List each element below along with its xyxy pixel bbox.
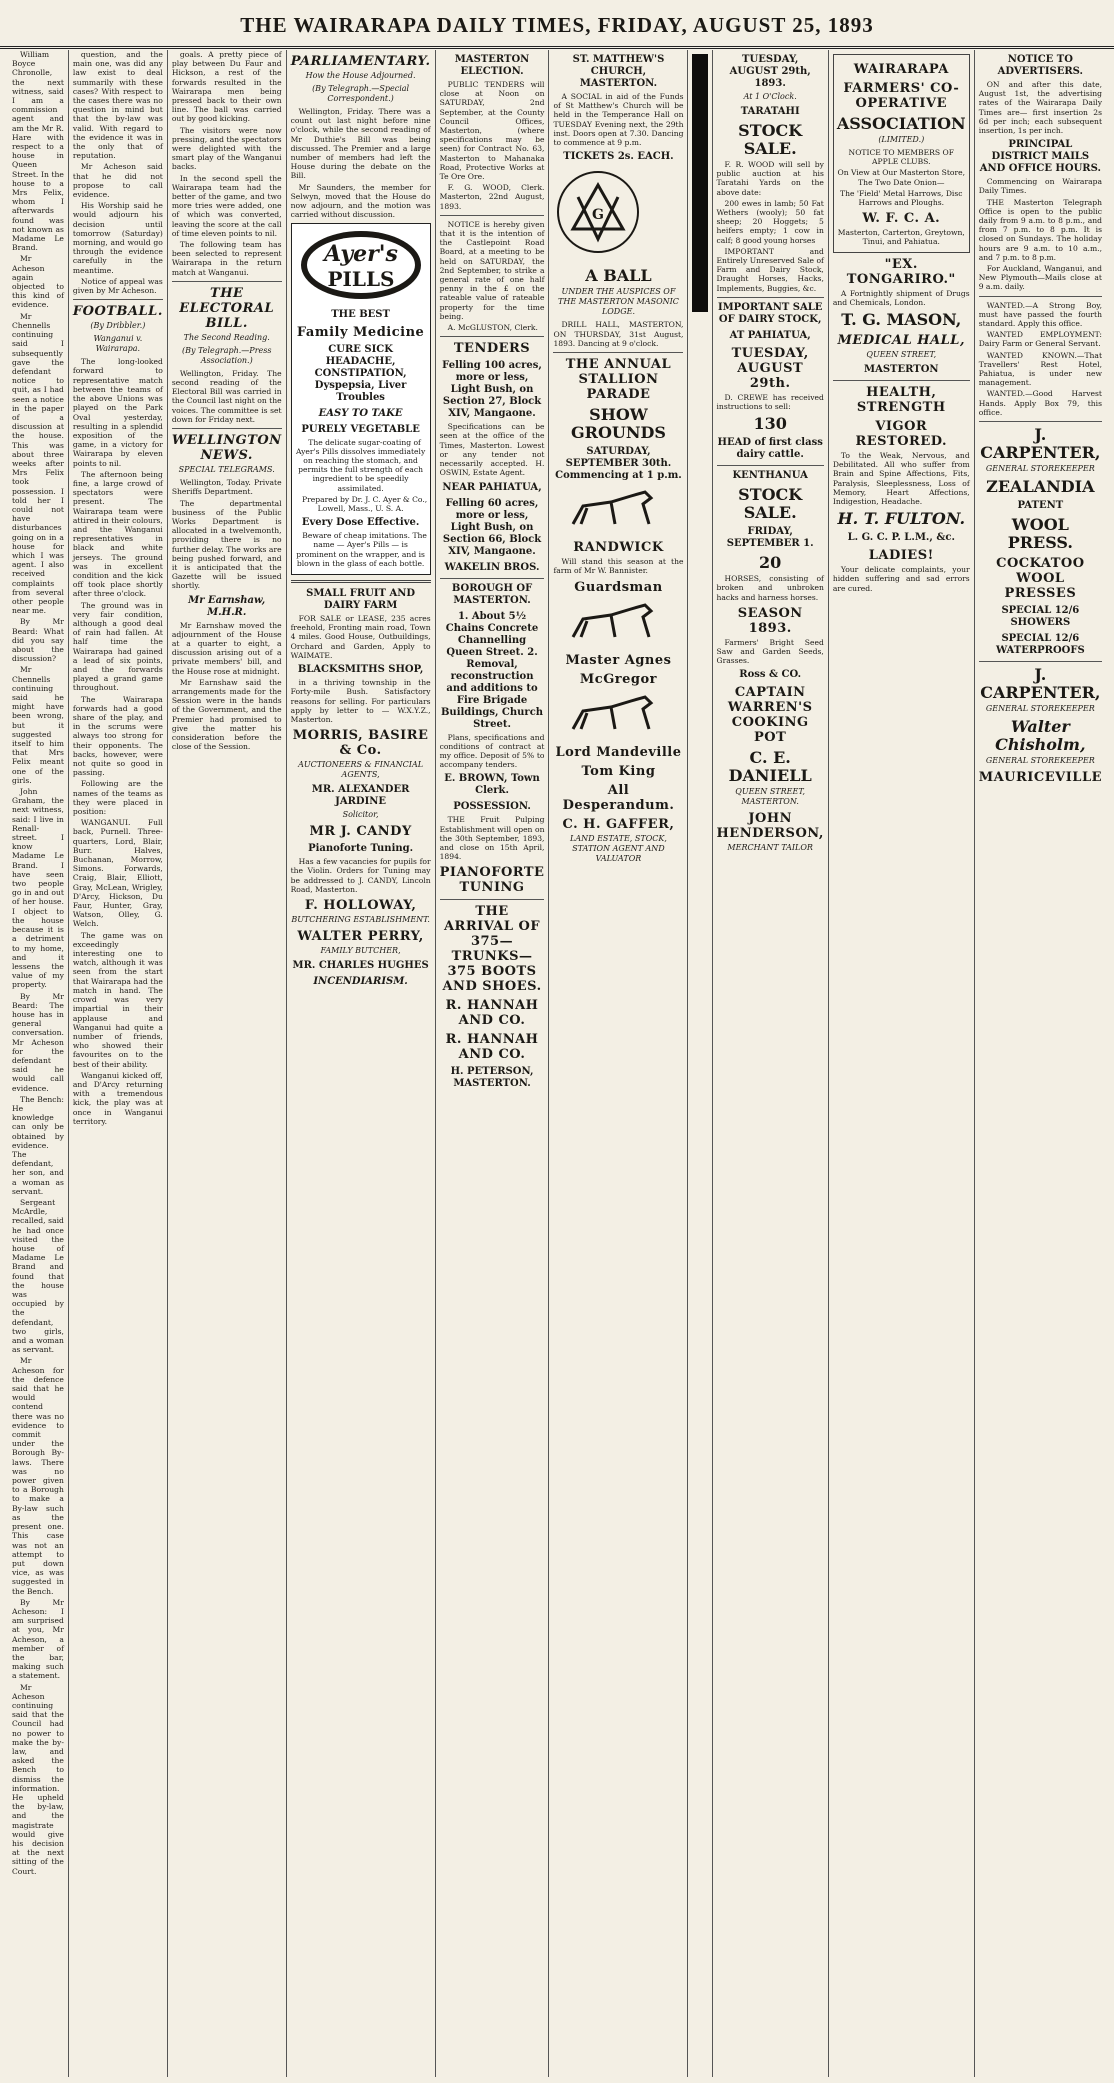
article-paragraph: In the second spell the Wairarapa team had the better of the game, and two more tries were added, one of which was converted, leaving the score at the call of time eleven points to nil. (171, 173, 282, 238)
subheading: Mr Earnshaw, M.H.R. (188, 594, 266, 618)
ad-heading: MAURICEVILLE (978, 770, 1102, 786)
article-paragraph: Following are the names of the teams as they were placed in position: (72, 779, 163, 817)
ad-heading: Felling 60 acres, more or less, Light Bush, on Section 66, Block XIV, Mangaone. (442, 497, 542, 557)
ad-heading: WAIRARAPA (853, 62, 949, 77)
ad-heading: J. CARPENTER, (980, 425, 1101, 463)
ad-body: WANTED EMPLOYMENT: Dairy Farm or General Servant. (978, 330, 1102, 349)
ayers-pills-logo (296, 228, 426, 302)
ad-heading: POSSESSION. (453, 801, 531, 813)
ad-body: WANTED KNOWN.—That Travellers' Rest Hotel, Pahiatua, is under new management. (978, 350, 1102, 388)
horse-icon (553, 689, 683, 739)
ad-box (291, 223, 431, 575)
ad-heading: J. CARPENTER, (980, 665, 1101, 703)
black-bar (692, 54, 707, 312)
ad-sub: (LIMITED.) (878, 135, 925, 144)
ad-heading: Tom King (581, 764, 656, 780)
ad-heading: Guardsman (574, 579, 663, 595)
svg-text:G: G (592, 207, 605, 224)
ad-heading: TUESDAY, AUGUST 29th, 1893. (729, 54, 811, 89)
article-paragraph: Mr Acheson continuing said that the Council had no power to make the by-law, and asked the Bench to dismiss the information. He upheld the by-law, and the magistrate would give his decision at the next sitting of the Court. (12, 1682, 64, 1876)
ad-sub: Solicitor, (342, 810, 379, 820)
ad-heading: TUESDAY, AUGUST 29th. (731, 345, 809, 391)
ad-body: A Fortnightly shipment of Drugs and Chemicals, London. (832, 288, 970, 307)
ad-heading: LADIES! (868, 548, 934, 564)
ad-sub: QUEEN STREET, (866, 350, 937, 360)
ad-heading: ZEALANDIA (986, 477, 1095, 497)
subheading: SPECIAL TELEGRAMS. (178, 465, 275, 475)
article-paragraph: The visitors were now pressing, and the spectators were delighted with the smart play of the Wanganui backs. (171, 125, 282, 172)
ad-heading: MR. CHARLES HUGHES (292, 959, 429, 971)
column-10 (975, 50, 1106, 2077)
article-paragraph: Mr Acheson again objected to this kind of evidence. (12, 254, 64, 310)
ad-body: For Auckland, Wanganui, and New Plymouth—Mails close at 9 a.m. daily. (978, 264, 1102, 292)
ad-body: Beware of cheap imitations. The name — Ayer's Pills — is prominent on the wrapper, and is blown in the glass of each bottle. (296, 531, 427, 568)
ad-headline: EASY TO TAKE (318, 407, 403, 419)
byline: (By Dribbler.) (90, 321, 146, 331)
ad-body: A SOCIAL in aid of the Funds of St Matthew's Church will be held in the Temperance Hall on TUESDAY Evening next, the 29th inst. Doors open at 7.30. Dancing to commence at 9 p.m. (553, 92, 684, 148)
ad-body: Your delicate complaints, your hidden suffering and sad errors are cured. (832, 565, 970, 593)
ad-heading: SMALL FRUIT AND DAIRY FARM (306, 588, 416, 612)
article-paragraph: The game was on exceedingly interesting one to watch, although it was seen from the start that Wairarapa had the match in hand. The crowd was very impartial in their applause and Wanganui had quite a number of friends, who showed their favourites on to the best of their ability. (72, 930, 163, 1069)
divider (172, 428, 282, 429)
section-heading-parliamentary: PARLIAMENTARY. (290, 54, 431, 69)
article-paragraph: Mr Earnshaw moved the adjournment of the House at a quarter to eight, a discussion arising out of a private members' bill, and the House rose at midnight. (171, 620, 282, 676)
ad-heading: 20 (759, 553, 782, 573)
ad-heading: TARATAHI (740, 106, 800, 117)
ad-heading: BOROUGH OF MASTERTON. (451, 582, 533, 606)
ad-body: in a thriving township in the Forty-mile Bush. Satisfactory reasons for selling. For particulars apply by letter to — W.X.Y.Z., Masterton. (290, 678, 431, 724)
divider (979, 421, 1102, 422)
ad-heading: STOCK SALE. (738, 485, 803, 523)
ad-body: The 'Field' Metal Harrows, Disc Harrows and Ploughs. (840, 188, 963, 208)
byline: (By Telegraph.—Press Association.) (181, 345, 272, 365)
ad-heading: ASSOCIATION (836, 114, 966, 133)
article-paragraph: Wellington, Today. Private Sheriffs Department. (171, 478, 282, 497)
divider (440, 578, 545, 579)
ad-body: NOTICE TO MEMBERS OF APPLE CLUBS. (848, 148, 954, 167)
article-paragraph: His Worship said he would adjourn his decision until tomorrow (Saturday) morning, and would go through the evidence carefully in the meantime. (72, 201, 163, 275)
ad-body: THE Fruit Pulping Establishment will open on the 30th September, 1893, and close on 15th April, 1894. (439, 815, 545, 862)
ad-body: Farmers' Bright Seed Saw and Garden Seeds, Grasses. (716, 637, 824, 666)
article-paragraph: The afternoon being fine, a large crowd of spectators were present. The Wairarapa team were attired in their colours, and the Wanganui representatives in black and white jerseys. The ground was in excellent condition and the kick off took place shortly after three o'clock. (72, 469, 163, 599)
ad-heading: CAPTAIN WARREN'S COOKING POT (727, 685, 813, 746)
ad-body: Masterton, Carterton, Greytown, Tinui, and Pahiatua. (837, 228, 965, 247)
divider (440, 336, 545, 337)
ad-body: F. G. WOOD, Clerk. Masterton, 22nd August, 1893. (439, 183, 545, 211)
column-7 (688, 50, 712, 2077)
ad-body: 200 ewes in lamb; 50 Fat Wethers (wooly); 50 fat sheep; 20 Hoggets; 5 heifers empty; 1 cow in calf; 8 good young horses (716, 198, 824, 245)
article-paragraph: The departmental business of the Public Works Department is allocated in a twelvemonth, providing there is no further delay. The works are being pushed forward, and it is anticipated that the Gazette will be issued shortly. (171, 498, 282, 591)
article-paragraph: Sergeant McArdle, recalled, said he had once visited the house of Madame Le Brand and found that the house was occupied by the defendant, two girls, and a woman as servant. (12, 1197, 64, 1355)
ad-heading: Walter Chisholm, (995, 717, 1086, 755)
ad-heading: "EX. TONGARIRO." (846, 256, 956, 287)
ad-heading: T. G. MASON, (841, 310, 962, 330)
article-paragraph: Wellington, Friday. There was a count out last night before nine o'clock, while the second reading of Mr Duthie's Bill was being discussed. The Premier and a large number of members had left the House during the debate on the Bill. (290, 107, 431, 181)
ad-heading: AT PAHIATUA, (729, 329, 811, 341)
ad-body: F. R. WOOD will sell by public auction at his Taratahi Yards on the above date: (716, 160, 824, 197)
ad-heading: 130 (753, 414, 787, 434)
ad-heading: E. BROWN, Town Clerk. (444, 773, 540, 797)
column-4 (287, 50, 436, 2077)
column-9 (829, 50, 975, 2077)
section-heading-electoral: THE ELECTORAL BILL. (179, 285, 275, 331)
ad-sub: GENERAL STOREKEEPER (985, 704, 1095, 714)
column-3 (168, 50, 287, 2077)
article-paragraph: Wanganui kicked off, and D'Arcy returning with a tremendous kick, the play was at once in Wanganui territory. (72, 1070, 163, 1126)
article-paragraph: John Graham, the next witness, said: I live in Renall-street. I know Madame Le Brand. I have seen two people go in and out of her house. I object to the house because it is a detriment to my home, and it lessens the value of my property. (12, 787, 64, 990)
ad-body: FOR SALE or LEASE, 235 acres freehold, Fronting main road, Town 4 miles. Good House, Outbuildings, Orchard and Garden, Apply to WAIMATE. (290, 614, 431, 660)
ad-heading: HEAD of first class dairy cattle. (717, 437, 823, 461)
ad-heading: H. PETERSON, MASTERTON. (450, 1066, 534, 1090)
ad-headline: THE BEST (331, 308, 390, 320)
article-paragraph: William Boyce Chronolle, the next witness, said I am a commission agent and am the Mr R. Hare with respect to a house in Queen Street. In the house to a Mrs Felix, whom I afterwards found was not known as Madame Le Brand. (12, 50, 64, 253)
divider (291, 580, 431, 583)
column-6 (549, 50, 688, 2077)
article-paragraph: Mr Acheson said that he did not propose to call evidence. (72, 162, 163, 200)
ad-heading: SEASON 1893. (737, 605, 803, 636)
horse-icon (553, 597, 683, 647)
article-paragraph: By Mr Acheson: I am surprised at you, Mr Acheson, a member of the bar, making such a statement. (12, 1597, 64, 1681)
ad-heading: PATENT (1017, 500, 1064, 512)
ad-heading: Felling 100 acres, more or less, Light Bush, on Section 27, Block XIV, Mangaone. (442, 360, 542, 420)
ad-body: The delicate sugar-coating of Ayer's Pills dissolves immediately on reaching the stomach, and permits the full strength of each ingredient to be speedily assimilated. (295, 437, 426, 493)
ad-heading: SPECIAL 12/6 SHOWERS (1001, 605, 1080, 629)
article-paragraph: Mr Chennells continuing said I subsequently gave the defendant notice to quit, as I had seen a notice in the paper of a discussion at the house. This was about three weeks after Mrs Felix took possession. I told her I could not have disturbances going on in a house for which I was agent. I also received complaints from several other people near me. (12, 311, 64, 616)
ad-heading: McGregor (579, 671, 658, 687)
ad-heading: SHOW GROUNDS (571, 405, 666, 443)
ad-heading: Ross & CO. (739, 669, 802, 681)
section-heading-football: FOOTBALL. (72, 304, 163, 320)
ad-body: Will stand this season at the farm of Mr W. Bannister. (553, 557, 684, 576)
article-paragraph: The ground was in very fair condition, although a good deal of rain had fallen. At half time the Wairarapa had gained a lead of six points, and the forwards played a grand game throughout. (72, 600, 163, 693)
ad-heading: C. E. DANIELL (728, 748, 812, 786)
divider (979, 661, 1102, 662)
ad-heading: PRINCIPAL DISTRICT MAILS AND OFFICE HOURS. (979, 139, 1101, 175)
ad-body: Has a few vacancies for pupils for the Violin. Orders for Tuning may be addressed to J. CANDY, Lincoln Road, Masterton. (290, 857, 431, 894)
section-heading: INCENDIARISM. (313, 975, 408, 987)
column-container (8, 50, 1106, 2077)
ad-body: THE Masterton Telegraph Office is open to the public daily from 9 a.m. to 8 p.m., and from 7 p.m. to 8 p.m. It is closed on Sundays. The holiday hours are 9 a.m. to 10 a.m., and 7 p.m. to 8 p.m. (978, 197, 1102, 262)
article-paragraph: By Mr Beard: What did you say about the discussion? (12, 617, 64, 664)
article-paragraph: Mr Acheson for the defence said that he would contend there was no evidence to commit under the Borough By-laws. There was no power given to a Borough to make a By-law such as the present one. This case was not an attempt to put down vice, as was suggested in the Bench. (12, 1356, 64, 1596)
ad-heading: TICKETS 2s. EACH. (563, 151, 674, 163)
horse-icon (553, 484, 683, 534)
ad-heading: MORRIS, BASIRE & Co. (292, 728, 429, 759)
subheading: How the House Adjourned. (305, 71, 416, 80)
ad-heading: WAKELIN BROS. (444, 561, 540, 573)
column-1 (8, 50, 69, 2077)
ad-heading: THE ARRIVAL OF 375—TRUNKS—375 BOOTS AND SHOES. (442, 904, 542, 995)
subheading: Wanganui v. Wairarapa. (93, 334, 143, 354)
divider (553, 352, 683, 353)
divider (833, 380, 970, 381)
article-paragraph: The long-looked forward to representative match between the teams of the above Unions was played on the Park Oval yesterday, resulting in a splendid exposition of the game, in a victory for Wairarapa by eleven points to nil. (72, 357, 163, 468)
ad-heading: RANDWICK (573, 540, 664, 556)
ad-heading: Pianoforte Tuning. (308, 843, 414, 855)
divider (440, 899, 545, 900)
divider (717, 297, 824, 298)
article-paragraph: question, and the main one, was did any law exist to deal summarily with these cases? With respect to the cases there was no question in mind but that the by-law was valid. With regard to the evidence it was in the only that of reputation. (72, 50, 163, 161)
ad-brand-name: Ayer's (323, 241, 398, 268)
ad-headline: Family Medicine (296, 324, 425, 340)
column-8 (713, 50, 829, 2077)
ad-heading: C. H. GAFFER, (562, 817, 675, 833)
ad-sub: GENERAL STOREKEEPER (985, 756, 1095, 766)
ad-sub: QUEEN STREET, MASTERTON. (735, 787, 806, 807)
ad-body: WANTED.—A Strong Boy, must have passed the fourth standard. Apply this office. (978, 300, 1102, 329)
ad-heading: THE ANNUAL STALLION PARADE (565, 357, 672, 403)
subheading: The Second Reading. (183, 332, 270, 342)
ad-body: PUBLIC TENDERS will close at Noon on SATURDAY, 2nd September, at the County Council Offices, Masterton, (where specifications may be seen) for Contract No. 63, Masterton to Mahanaka Road, Protective Works at Te Ore Ore. (439, 80, 545, 182)
column-5 (436, 50, 550, 2077)
ad-heading: HEALTH, STRENGTH (856, 385, 946, 416)
ad-body: D. CREWE has received instructions to sell: (716, 392, 824, 412)
ad-body: IMPORTANT and Entirely Unreserved Sale of Farm and Dairy Stock, Draught Horses, Hacks, Implements, Buggies, &c. (716, 246, 824, 293)
divider (717, 465, 824, 466)
ad-body: HORSES, consisting of broken and unbroken hacks and harness horses. (716, 574, 824, 602)
column-2 (69, 50, 168, 2077)
byline: (By Telegraph.—Special Correspondent.) (312, 84, 410, 103)
ad-headline: PURELY VEGETABLE (301, 423, 420, 435)
ad-heading: SATURDAY, SEPTEMBER 30th. Commencing at 1 p.m. (555, 446, 682, 482)
ad-heading: PIANOFORTE TUNING (439, 865, 545, 896)
ad-heading: FARMERS' CO-OPERATIVE (843, 81, 960, 111)
article-paragraph: By Mr Beard: The house has in general conversation. Mr Acheson for the defendant said he would call evidence. (12, 991, 64, 1093)
ad-heading: KENTHANUA (732, 470, 808, 482)
ad-sub: FAMILY BUTCHER, (320, 945, 401, 955)
ad-heading: STOCK SALE. (738, 121, 803, 158)
article-paragraph: Mr Chennells continuing said he might have been wrong, but it suggested itself to him that Mrs Felix meant one of the girls. (12, 665, 64, 785)
ad-heading: Master Agnes (565, 652, 672, 668)
ad-heading: TENDERS (453, 341, 531, 357)
ad-body: NOTICE is hereby given that it is the intention of the Castlepoint Road Board, at a meeting to be held on SATURDAY, the 2nd September, to strike a general rate of one half penny in the £ on the rateable value of rateable property for the time being. (439, 219, 545, 321)
article-paragraph: The Bench: He knowledge can only be obtained by evidence. The defendant, her son, and a woman as servant. (12, 1094, 64, 1196)
ad-heading: MASTERTON ELECTION. (454, 54, 530, 77)
ad-headline: Every Dose Effective. (301, 517, 420, 529)
ad-headline: CURE SICK HEADACHE, CONSTIPATION, Dyspepsia, Liver Troubles (314, 343, 407, 403)
ad-body: To the Weak, Nervous, and Debilitated. All who suffer from Brain and Spine Affections, Fits, Paralysis, Sleeplessness, Loss of Memory, Heart Affections, Indigestion, Headache. (832, 451, 970, 507)
ad-heading: VIGOR RESTORED. (855, 419, 948, 450)
masthead-title: THE WAIRARAPA DAILY TIMES, FRIDAY, AUGUST 25, 1893 (240, 13, 874, 37)
ad-sub: GENERAL STOREKEEPER (985, 464, 1095, 474)
ad-sub: MERCHANT TAILOR (727, 843, 813, 853)
ad-heading: WOOL PRESS. (1007, 515, 1073, 553)
ad-heading: JOHN HENDERSON, (716, 811, 824, 842)
divider (172, 281, 282, 282)
ad-heading: NOTICE TO ADVERTISERS. (997, 54, 1084, 77)
ad-heading: Lord Mandeville (555, 745, 682, 761)
ad-heading: SPECIAL 12/6 WATERPROOFS (995, 633, 1085, 657)
article-paragraph: Notice of appeal was given by Mr Acheson. (72, 276, 163, 296)
ad-heading: L. G. C. P. L.M., &c. (847, 532, 955, 544)
divider (440, 215, 545, 216)
ad-maker: Prepared by Dr. J. C. Ayer & Co., Lowell, Mass., U. S. A. (301, 494, 428, 514)
ad-body: ON and after this date, August 1st, the advertising rates of the Wairarapa Daily Times are— first insertion 2s 6d per inch; each subsequent insertion, 1s per inch. (978, 80, 1102, 136)
ad-heading: 1. About 5½ Chains Concrete Channelling Queen Street. 2. Removal, reconstruction and additions to Fire Brigade Buildings, Church Street. (440, 610, 544, 730)
ad-heading: All Desperandum. (562, 783, 675, 814)
ad-heading: MR J. CANDY (309, 824, 412, 840)
team-list: WANGANUI. Full back, Purnell. Three-quarters, Lord, Blair, Burr. Halves, Buchanan, Morrow, Simons. Forwards, Craig, Blair, Elliott, Gray, McLean, Wrigley, D'Arcy, Hickson, Du Faur, Hunter, Gray, Watson, Olley, G. Welch. (72, 818, 163, 929)
ad-body: Specifications can be seen at the office of the Times, Masterton. Lowest or any tender not necessarily accepted. H. OSWIN, Estate Agent. (439, 422, 545, 478)
ad-heading: R. HANNAH AND CO. (445, 1032, 539, 1063)
ad-heading: ST. MATTHEW'S CHURCH, MASTERTON. (572, 54, 665, 89)
ad-heading: IMPORTANT SALE OF DAIRY STOCK, (717, 301, 823, 325)
masonic-emblem-icon (553, 167, 643, 257)
masthead (0, 6, 1114, 49)
article-paragraph: The following team has been selected to represent Wairarapa in the return match at Wanganui. (171, 240, 282, 277)
ad-product-name: PILLS (327, 267, 395, 292)
ad-heading: A BALL (585, 266, 652, 286)
ad-body: Plans, specifications and conditions of contract at my office. Deposit of 5% to accompany tenders. (439, 732, 545, 770)
ad-heading: NEAR PAHIATUA, (442, 481, 542, 493)
ad-body: Commencing on Wairarapa Daily Times. (978, 177, 1102, 196)
farmers-coop-ad (833, 54, 970, 253)
article-paragraph: goals. A pretty piece of play between Du Faur and Hickson, a rest of the forwards resulted in the Wairarapa men being pressed back to their own line. The ball was carried out by good kicking. (171, 50, 282, 124)
ad-heading: FRIDAY, SEPTEMBER 1. (726, 526, 814, 550)
ad-heading: H. T. FULTON. (837, 509, 966, 529)
ad-sub: UNDER THE AUSPICES OF THE MASTERTON MASONIC LODGE. (558, 287, 679, 317)
ad-sub: At 1 O'Clock. (743, 92, 797, 101)
article-paragraph: Mr Saunders, the member for Selwyn, moved that the House do now adjourn, and the motion was carried without discussion. (290, 182, 431, 220)
ad-body: On View at Our Masterton Store, The Two Date Onion— (837, 168, 966, 187)
ad-heading: R. HANNAH AND CO. (445, 998, 539, 1029)
ad-body: DRILL HALL, MASTERTON, ON THURSDAY, 31st August, 1893. Dancing at 9 o'clock. (553, 320, 684, 348)
article-paragraph: Mr Earnshaw said the arrangements made for the Session were in the hands of the Government, and the Premier had promised to give the matter his consideration before the close of the Session. (171, 677, 282, 752)
ad-sub: BUTCHERING ESTABLISHMENT. (291, 914, 430, 924)
ad-heading: W. F. C. A. (862, 211, 941, 227)
ad-heading: MEDICAL HALL, (837, 333, 965, 349)
ad-sub: AUCTIONEERS & FINANCIAL AGENTS, (298, 760, 424, 780)
ad-heading: MASTERTON (864, 364, 939, 376)
ad-body: WANTED.—Good Harvest Hands. Apply Box 79, this office. (978, 389, 1102, 417)
article-paragraph: The Wairarapa forwards had a good share of the play, and in the scrums were always too strong for their opponents. The backs, however, were not quite so good in passing. (72, 694, 163, 778)
ad-body: A. McGLUSTON, Clerk. (447, 323, 538, 333)
divider (73, 299, 163, 300)
ayers-pills-ad (291, 223, 431, 575)
divider (979, 296, 1102, 297)
ad-heading: MR. ALEXANDER JARDINE (311, 784, 410, 808)
section-heading-wellington: WELLINGTON NEWS. (171, 433, 282, 464)
article-paragraph: Wellington, Friday. The second reading of the Electoral Bill was carried in the Council last night on the voices. The committee is set down for Friday next. (171, 368, 282, 424)
ad-heading: COCKATOO WOOL PRESSES (996, 556, 1085, 602)
ad-heading: F. HOLLOWAY, (304, 897, 417, 913)
ad-heading: BLACKSMITHS SHOP, (297, 664, 424, 676)
ad-sub: LAND ESTATE, STOCK, STATION AGENT AND VALUATOR (570, 834, 667, 864)
ad-heading: WALTER PERRY, (297, 928, 424, 944)
